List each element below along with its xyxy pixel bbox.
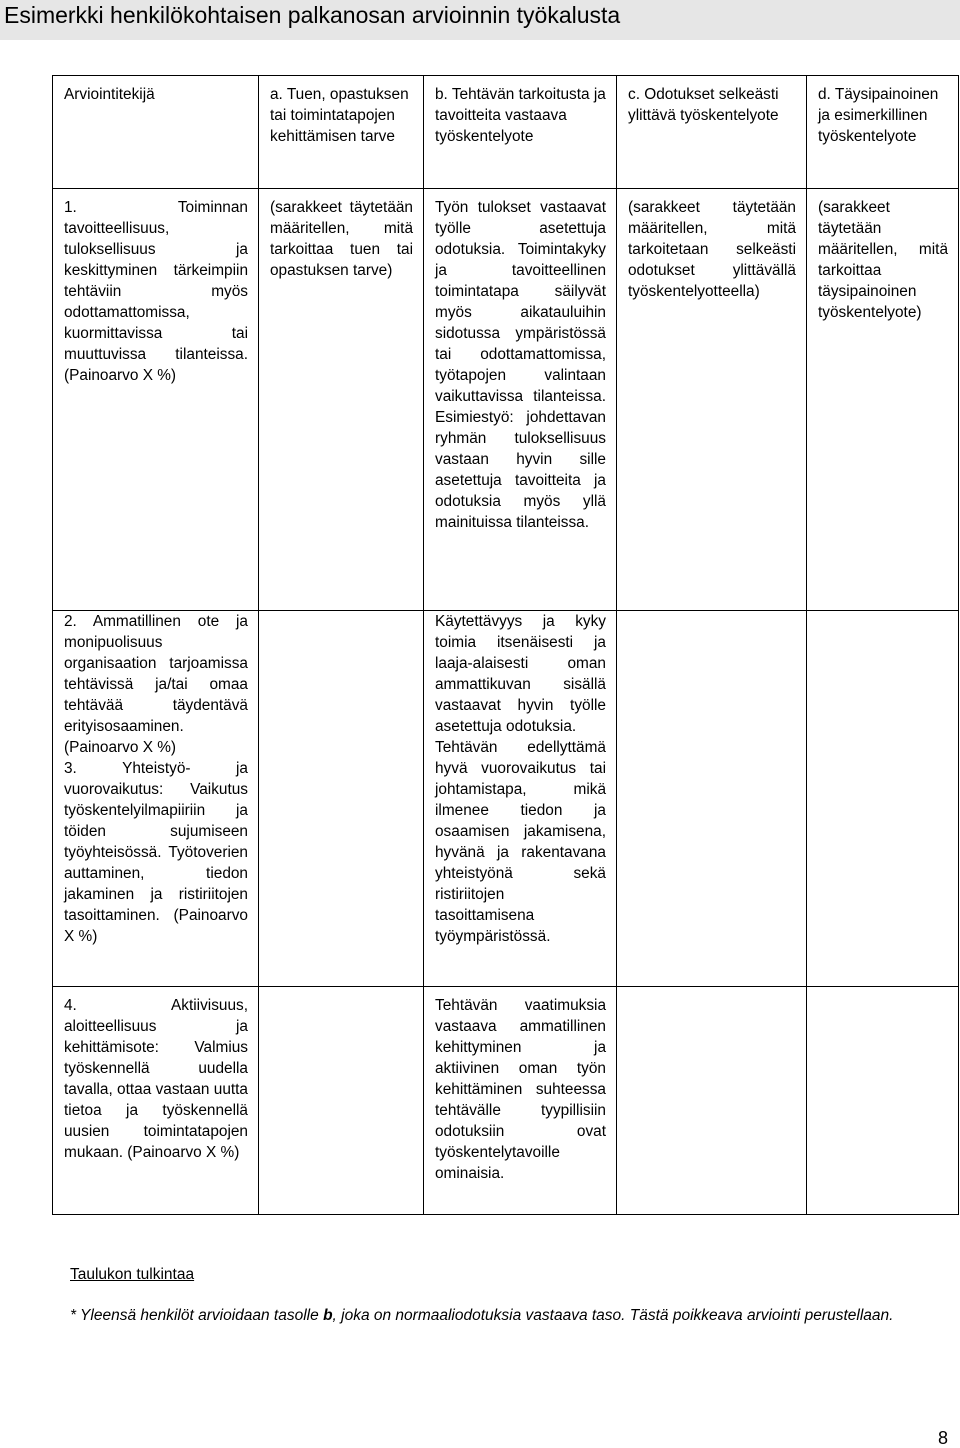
- row1-level-c: [617, 189, 807, 611]
- row4-level-d: [807, 987, 959, 1215]
- header-c-label: Odotukset selkeästi ylittävä työskentelyote: [628, 86, 779, 124]
- row2-criterion-text: 2. Ammatillinen ote ja monipuolisuus organisaation tarjoamissa tehtävissä ja/tai omaa tehtävää täydentävä erityisosaaminen. (Painoarvo X %): [64, 613, 248, 756]
- note-text-before: * Yleensä henkilöt arvioidaan tasolle: [70, 1307, 324, 1324]
- header-criterion-label: Arviointitekijä: [64, 86, 155, 103]
- table-header-row: [53, 76, 959, 189]
- table-note: [70, 1264, 950, 1326]
- row2-criterion: [53, 611, 259, 987]
- table-row: [53, 611, 959, 987]
- row1-c-text: (sarakkeet täytetään määritellen, mitä tarkoitetaan selkeästi odotukset ylittävällä työskentelyotteella): [628, 199, 796, 300]
- row3-b-text: Tehtävän edellyttämä hyvä vuorovaikutus tai johtamistapa, mikä ilmenee tiedon ja osaamisen jakamisena, hyvänä ja rakentavana yhteistyönä sekä ristiriitojen tasoittamisena työympäristössä.: [435, 739, 606, 945]
- row2-level-a: [259, 611, 424, 987]
- row1-criterion-text: 1. Toiminnan tavoitteellisuus, tuloksellisuus ja keskittyminen tärkeimpiin tehtäviin myös odottamattomissa, kuormittavissa tai muuttuvissa tilanteissa. (Painoarvo X %): [64, 199, 248, 384]
- page-title: Esimerkki henkilökohtaisen palkanosan arvioinnin työkalusta: [0, 0, 960, 40]
- header-level-a: [259, 76, 424, 189]
- row1-d-text: (sarakkeet täytetään määritellen, mitä tarkoittaa täysipainoinen työskentelyote): [818, 199, 948, 321]
- note-text-after: , joka on normaaliodotuksia vastaava taso. Tästä poikkeava arviointi perustellaan.: [332, 1307, 894, 1324]
- page-number: 8: [937, 1428, 948, 1448]
- header-d-letter: d.: [818, 86, 831, 103]
- row2-level-d: [807, 611, 959, 987]
- note-title: Taulukon tulkintaa: [70, 1266, 195, 1283]
- note-bold-letter: b: [323, 1307, 333, 1324]
- note-text: [70, 1305, 950, 1326]
- row4-b-text: Tehtävän vaatimuksia vastaava ammatillinen kehittyminen ja aktiivinen oman työn kehittäminen suhteessa tehtävälle tyypillisiin odotuksiin ovat työskentelytavoille ominaisia.: [435, 997, 606, 1182]
- row4-criterion-text: 4. Aktiivisuus, aloitteellisuus ja kehittämisote: Valmius työskennellä uudella tavalla, ottaa vastaan uutta tietoa ja työskennellä uusien toimintatapojen mukaan. (Painoarvo X %): [64, 997, 248, 1161]
- row4-level-a: [259, 987, 424, 1215]
- row4-level-b: [424, 987, 617, 1215]
- row3-criterion-text: 3. Yhteistyö- ja vuorovaikutus: Vaikutus työskentelyilmapiiriin ja töiden sujumiseen työyhteisössä. Työtoverien auttaminen, tiedon jakaminen ja ristiriitojen tasoittaminen. (Painoarvo X %): [64, 760, 248, 945]
- row1-b-text: Työn tulokset vastaavat työlle asetettuja odotuksia. Toimintakyky ja tavoitteellinen toimintatapa säilyvät myös aikatauluihin sidotussa ympäristössä tai odottamattomissa, työtapojen valintaan vaikuttavissa tilanteissa. Esimiestyö: johdettavan ryhmän tuloksellisuus vastaan hyvin sille asetettuja tavoitteita ja odotuksia myös yllä mainituissa tilanteissa.: [435, 199, 606, 531]
- header-level-c: [617, 76, 807, 189]
- header-b-letter: b.: [435, 86, 448, 103]
- row1-level-b: [424, 189, 617, 611]
- table-row: [53, 189, 959, 611]
- row1-level-a: [259, 189, 424, 611]
- header-d-label: Täysipainoinen ja esimerkillinen työskentelyote: [818, 86, 939, 145]
- header-level-d: [807, 76, 959, 189]
- table-row: [53, 987, 959, 1215]
- header-c-letter: c.: [628, 86, 640, 103]
- row2-b-text: Käytettävyys ja kyky toimia itsenäisesti ja laaja-alaisesti oman ammattikuvan sisällä vastaavat hyvin työlle asetettuja odotuksia.: [435, 613, 606, 735]
- row2-level-c: [617, 611, 807, 987]
- row1-criterion: [53, 189, 259, 611]
- row1-a-text: (sarakkeet täytetään määritellen, mitä tarkoittaa tuen tai opastuksen tarve): [270, 199, 413, 279]
- row1-level-d: [807, 189, 959, 611]
- header-a-label: Tuen, opastuksen tai toimintatapojen kehittämisen tarve: [270, 86, 409, 145]
- row4-level-c: [617, 987, 807, 1215]
- row4-criterion: [53, 987, 259, 1215]
- header-level-b: [424, 76, 617, 189]
- header-a-letter: a.: [270, 86, 283, 103]
- header-criterion: [53, 76, 259, 189]
- row2-level-b: [424, 611, 617, 987]
- evaluation-table: [52, 75, 959, 1215]
- header-b-label: Tehtävän tarkoitusta ja tavoitteita vastaava työskentelyote: [435, 86, 606, 145]
